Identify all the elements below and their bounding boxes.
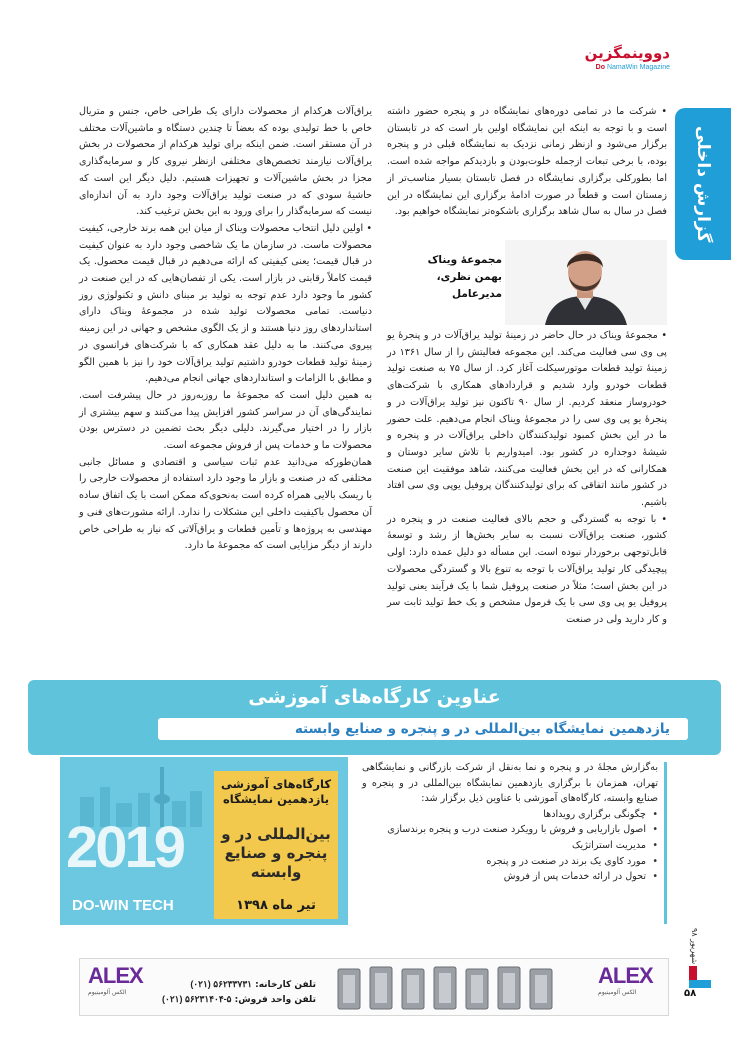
left-column [79, 104, 372, 555]
list-item: • مدیریت استراتژیک [362, 838, 658, 854]
list-item: • چگونگی برگزاری رویدادها [362, 807, 658, 823]
paragraph: • مجموعهٔ ویناک در حال حاضر در زمینهٔ تولید یراق‌آلات در و پنجرهٔ یو پی وی سی فعالیت می‌کند. این مجموعه فعالیتش را از سال ۱۳۶۱ در زمینهٔ تولید قطعات موتورسیکلت آغاز کرد. از سال ۷۵ به صنعت تولید قطعات خودرو وارد شدیم و قراردادهای همکاری با شرکت‌های خودروساز منعقد کردیم. از سال ۹۰ تاکنون نیز تولید یراق‌آلات در و پنجرهٔ یو پی وی سی را در مجموعهٔ ویناک انجام می‌دهیم. علت حضور ما در این بخش کمبود تولیدکنندگان داخلی یراق‌آلات در و پنجره و شیشهٔ دوجداره در کشور بود. امیدواریم با تلاش سایر دوستان و همکارانی که در این بخش فعالیت می‌کنند، شاهد موفقیت این صنعت در کشور مانند اتفاقی که برای تولیدکنندگان پروفیل یوپی وی سی افتاد باشیم. [387, 330, 667, 509]
paragraph: • با توجه به گستردگی و حجم بالای فعالیت صنعت در و پنجره در کشور، صنعت یراق‌آلات نسبت به سایر بخش‌ها از رشد و توسعهٔ قابل‌توجهی برخوردار نبوده است. این مسأله دو دلیل عمده دارد: اولی پیچیدگی کار تولید یراق‌آلات با توجه به تنوع بالا و گستردگی محصولات در این بخش است؛ مثلاً در صنعت پروفیل شما با یک فرآیند یعنی تولید پروفیل یو پی وی سی با یک فرمول مشخص و یک خط تولید ثابت سر و کار دارید ولی در صنعت [387, 513, 667, 625]
right-column-top [387, 104, 667, 221]
workshops-items [362, 807, 658, 885]
logo-text: دووینمگزین [584, 44, 670, 62]
right-column-bottom [387, 328, 667, 629]
list-item: • مورد کاوی یک برند در صنعت در و پنجره [362, 854, 658, 870]
alex-logo-right: ALEX [598, 963, 653, 988]
workshops-banner [28, 680, 721, 755]
section-tab [675, 108, 731, 260]
photo-caption [387, 252, 502, 303]
accent-bar [664, 762, 667, 924]
caption-name: بهمن نظری، [436, 271, 502, 283]
list-item: • اصول بازاریابی و فروش با رویکرد صنعت درب و پنجره برندسازی [362, 822, 658, 838]
paragraph: • اولین دلیل انتخاب محصولات ویناک از میان این همه برند خارجی، کیفیت محصولات ماست. در سازمان ما یک شاخصی وجود دارد به عنوان کیفیت در قبال قیمت؛ یعنی کیفیتی که ارائه می‌دهیم در قبال قیمت محصول. یک قیمت کاملاً رقابتی در بازار است. یکی از تفصان‌هایی که در این صنعت در کشور ما وجود دارد عدم توجه به تولید بر مبنای دانش و تکنولوژی روز دنیاست. تمامی محصولات تولید شده در مجموعهٔ ویناک دارای استانداردهای روز دنیا هستند و از یک الگوی مشخص و جهانی در این زمینه پیروی می‌کنند. ما به دلیل عقد همکاری که با شرکت‌های فرانسوی در زمینهٔ تولید قطعات خودرو داشتیم تولید یراق‌آلات خود را نیز با همین الگو و مطابق با الزامات و استانداردهای جهانی انجام می‌دهیم. [79, 222, 372, 385]
contact-phones [158, 977, 316, 1007]
banner-subtitle: یازدهمین نمایشگاه بین‌المللی در و پنجره و صنایع وابسته [158, 718, 688, 740]
sales-phone-row: تلفن واحد فروش: (۰۲۱) ۵۶۲۳۱۴۰۴-۵ [161, 994, 316, 1005]
promo-headline: بین‌المللی در و پنجره و صنایع وابسته [221, 825, 331, 881]
alex-sub-right: الکس آلومینیوم [598, 989, 637, 996]
alex-sub-left: الکس آلومینیوم [88, 989, 127, 996]
promo-poster [60, 757, 348, 925]
paragraph: • شرکت ما در تمامی دوره‌های نمایشگاه در و پنجره حضور داشته است و با توجه به اینکه این نمایشگاه اولین بار است که در تابستان برگزار می‌شود و ازنظر زمانی نزدیک به نمایشگاه قبلی در و پنجره بوده، با برخی تبعات ازجمله خلوت‌بودن و بازدیدکم مواجه شده است. اما بطورکلی برگزاری نمایشگاه در فصل تابستان بسیار مناسب‌تر از زمستان است و قطعاً در صورت ادامهٔ برگزاری این نمایشگاه در این فصل در سال به سال شاهد برگزاری باشکوه‌تر نمایشگاه خواهیم بود. [387, 106, 667, 218]
promo-year: 2019 [66, 815, 184, 880]
paragraph: یراق‌آلات هرکدام از محصولات دارای یک طراحی خاص، جنس و متریال خاص با خط تولیدی بوده که بعضاً تا چندین دستگاه و ماشین‌آلات مختلف در آن مستقر است. ضمن اینکه برای تولید هرکدام از محصولات در بخش یراق‌آلات نیازمند تخصص‌های مختلفی ازنظر نیروی کار و سرمایه‌گذاری مجزا در بخش ماشین‌آلات و تجهیزات هستیم. دلیل دیگر این است که حاشیهٔ سودی که در صنعت تولید یراق‌آلات وجود دارد به آن اندازه‌ای نیست که سرمایه‌گذار را برای ورود به این بخش ترغیب کند. [79, 106, 372, 218]
alex-logo-left: ALEX [88, 963, 143, 988]
issue-date: شهریور ۹۸ [690, 928, 699, 965]
magazine-logo [578, 44, 670, 78]
page-number: ۵۸ [684, 988, 697, 999]
workshops-list [362, 760, 658, 885]
list-item: • تحول در ارائه خدمات پس از فروش [362, 869, 658, 885]
promo-title: کارگاه‌های آموزشی یازدهمین نمایشگاه [220, 777, 332, 806]
workshops-intro: به‌گزارش مجلهٔ در و پنجره و نما به‌نقل از شرکت بازرگانی و نمایشگاهی تهران، همزمان با برگزاری یازدهمین نمایشگاه بین‌المللی در و پنجره و صنایع وابسته، کارگاه‌های آموزشی با عناوین ذیل برگزار شد: [362, 762, 658, 805]
section-tab-label: گزارش داخلی [693, 125, 713, 243]
logo-subtitle: Do NamaWin Magazine [595, 64, 670, 71]
caption-company: مجموعهٔ ویناک [427, 254, 502, 266]
factory-phone-row: تلفن کارخانه: (۰۲۱) ۵۶۲۳۳۷۳۱ [190, 979, 316, 990]
promo-brand: DO-WIN TECH [72, 897, 174, 914]
paragraph: به همین دلیل است که مجموعهٔ ما روزبه‌روز در حال پیشرفت است. نمایندگی‌های آن در سراسر کشور افزایش پیدا می‌کنند و سهم بیشتری از بازار را در اختیار می‌گیرند. دلیلی دیگر بحث تضمین در دسترس بودن محصولات ما و خدمات پس از فروش مجموعه است. [79, 389, 372, 452]
footer-advertisement [79, 958, 669, 1016]
window-profiles-icon [330, 961, 580, 1015]
caption-role: مدیرعامل [451, 288, 502, 300]
banner-title: عناوین کارگاه‌های آموزشی [248, 686, 501, 708]
paragraph: همان‌طورکه می‌دانید عدم ثبات سیاسی و اقتصادی و مسائل جانبی مختلفی که در صنعت و بازار ما وجود دارد استفاده از محصولات خارجی را با ریسک بالایی همراه کرده است به‌نحوی‌که ممکن است با یک اتفاق ساده آن محصول باکیفیت داخلی این مشکلات را ندارد. ارائه مشورت‌های فنی و مهندسی به پروژه‌ها و تأمین قطعات و یراق‌آلاتی که نیاز به طراحی خاص دارند از دیگر مزایایی است که مجموعهٔ ما دارد. [79, 456, 372, 552]
portrait-photo [505, 240, 667, 325]
promo-date: تیر ماه ۱۳۹۸ [236, 898, 316, 913]
person-icon [505, 240, 667, 325]
